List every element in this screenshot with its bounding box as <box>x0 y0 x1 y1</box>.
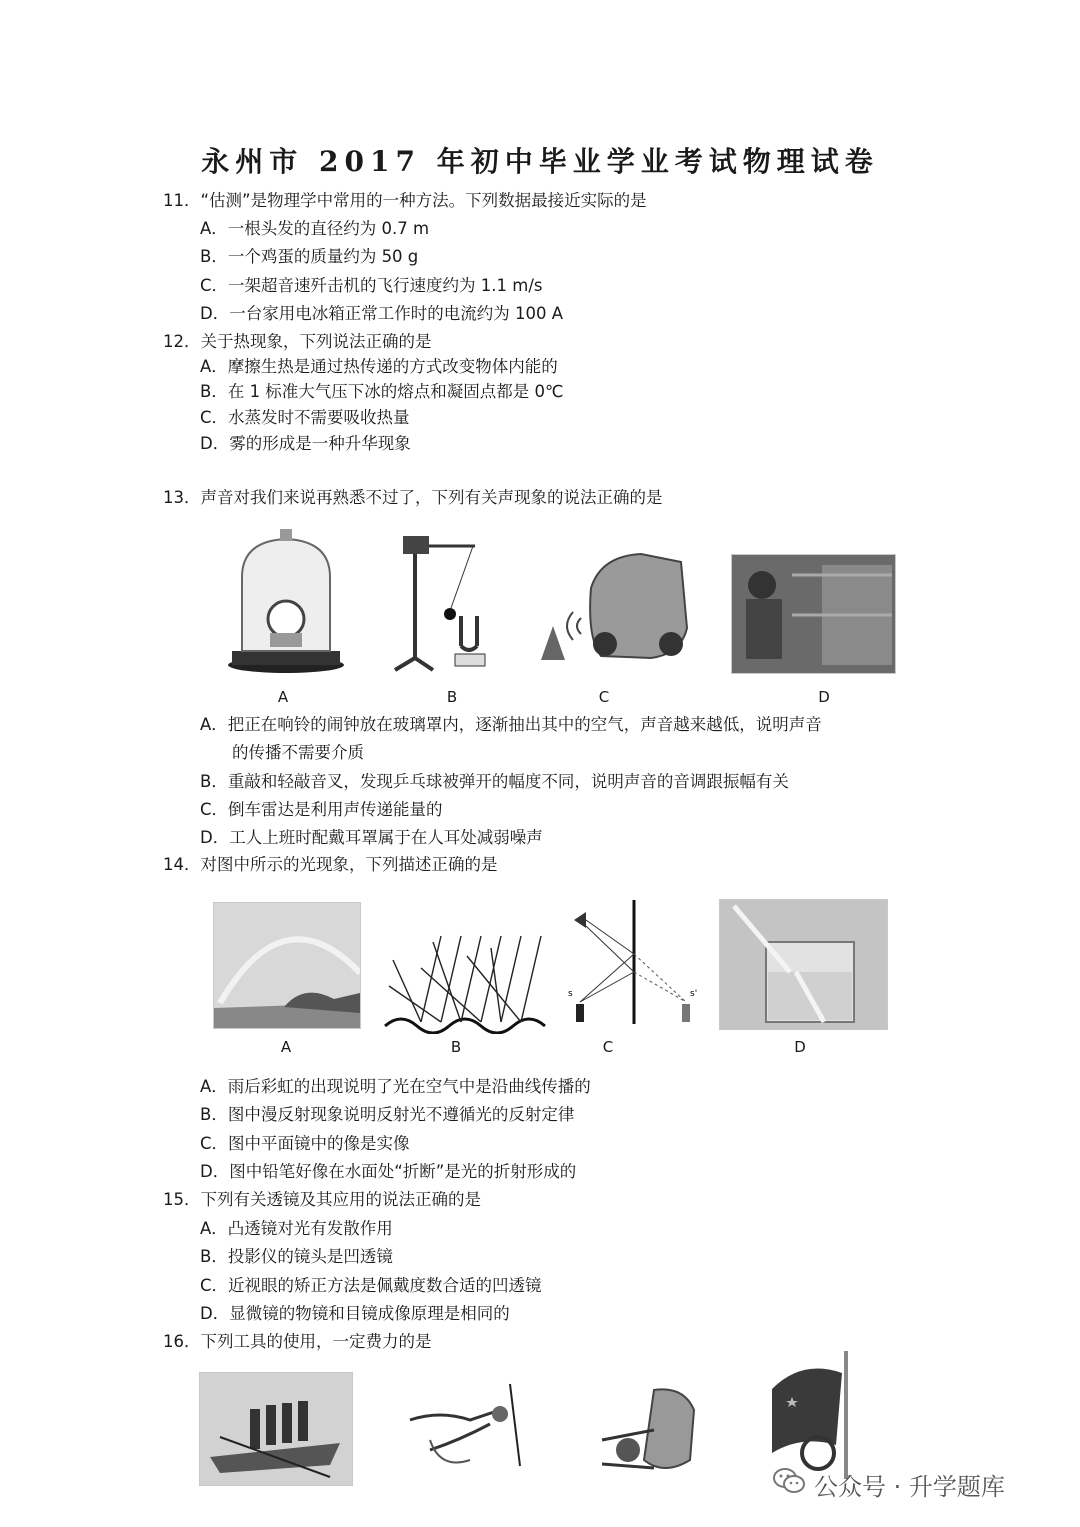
q14-option-b: B．图中漫反射现象说明反射光不遵循光的反射定律 <box>200 1105 575 1124</box>
q14-stem: 14．对图中所示的光现象，下列描述正确的是 <box>163 855 498 874</box>
q14-caption-d: D <box>794 1038 806 1056</box>
q13-figure-reverse-radar <box>531 548 691 666</box>
q14-option-c: C．图中平面镜中的像是实像 <box>200 1134 410 1153</box>
q15-option-d: D．显微镜的物镜和目镜成像原理是相同的 <box>200 1304 510 1323</box>
q13-stem: 13．声音对我们来说再熟悉不过了，下列有关声现象的说法正确的是 <box>163 488 663 507</box>
q14-option-d: D．图中铅笔好像在水面处“折断”是光的折射形成的 <box>200 1162 577 1181</box>
q13-figure-factory-worker <box>731 554 896 674</box>
q11-option-b: B．一个鸡蛋的质量约为 50 g <box>200 247 419 266</box>
q16-figure-flag-pulley <box>762 1349 872 1481</box>
q16-figure-nutcracker <box>594 1380 735 1484</box>
wechat-icon <box>772 1466 806 1502</box>
q12-option-c: C．水蒸发时不需要吸收热量 <box>200 408 410 427</box>
q15-option-a: A．凸透镜对光有发散作用 <box>200 1219 393 1238</box>
q16-figure-rowing <box>199 1372 353 1486</box>
q12-stem: 12．关于热现象，下列说法正确的是 <box>163 332 432 351</box>
q13-option-a-line1: A．把正在响铃的闹钟放在玻璃罩内，逐渐抽出其中的空气，声音越来越低，说明声音 <box>200 715 822 734</box>
q13-caption-d: D <box>818 688 830 706</box>
q14-caption-c: C <box>602 1038 614 1056</box>
q12-option-a: A．摩擦生热是通过热传递的方式改变物体内能的 <box>200 357 558 376</box>
q13-option-c: C．倒车雷达是利用声传递能量的 <box>200 800 443 819</box>
q13-option-b: B．重敲和轻敲音叉，发现乒乓球被弹开的幅度不同，说明声音的音调跟振幅有关 <box>200 772 789 791</box>
q12-option-d: D．雾的形成是一种升华现象 <box>200 434 411 453</box>
q13-caption-c: C <box>598 688 610 706</box>
page-title: 永州市 2017 年初中毕业学业考试物理试卷 <box>201 145 879 178</box>
watermark <box>772 1466 1005 1502</box>
q14-label-s-image: s' <box>690 989 698 999</box>
q13-option-a-line2: 的传播不需要介质 <box>232 743 364 762</box>
q14-caption-b: B <box>450 1038 462 1056</box>
q11-option-a: A．一根头发的直径约为 0.7 m <box>200 219 430 238</box>
q11-stem: 11．“估测”是物理学中常用的一种方法。下列数据最接近实际的是 <box>163 191 647 210</box>
q14-option-a: A．雨后彩虹的出现说明了光在空气中是沿曲线传播的 <box>200 1077 591 1096</box>
q13-figure-bell-jar <box>224 527 348 675</box>
q14-caption-a: A <box>280 1038 292 1056</box>
q13-caption-a: A <box>277 688 289 706</box>
q11-option-c: C．一架超音速歼击机的飞行速度约为 1.1 m/s <box>200 276 543 295</box>
q14-figure-pencil-in-water <box>719 899 888 1030</box>
q13-figure-tuning-fork <box>385 528 511 676</box>
q13-caption-b: B <box>446 688 458 706</box>
q14-figure-diffuse-reflection <box>381 932 549 1034</box>
watermark-text: 公众号 · 升学题库 <box>814 1472 1005 1501</box>
q15-option-b: B．投影仪的镜头是凹透镜 <box>200 1247 393 1266</box>
q16-figure-wire-cutter <box>400 1380 552 1486</box>
q15-stem: 15．下列有关透镜及其应用的说法正确的是 <box>163 1190 481 1209</box>
q14-figure-rainbow <box>213 902 361 1029</box>
q14-figure-plane-mirror <box>568 898 704 1028</box>
q15-option-c: C．近视眼的矫正方法是佩戴度数合适的凹透镜 <box>200 1276 542 1295</box>
q13-option-d: D．工人上班时配戴耳罩属于在人耳处减弱噪声 <box>200 828 543 847</box>
q16-stem: 16．下列工具的使用，一定费力的是 <box>163 1332 432 1351</box>
q14-label-s: s <box>568 989 573 999</box>
q11-option-d: D．一台家用电冰箱正常工作时的电流约为 100 A <box>200 304 563 323</box>
q12-option-b: B．在 1 标准大气压下冰的熔点和凝固点都是 0℃ <box>200 382 564 401</box>
